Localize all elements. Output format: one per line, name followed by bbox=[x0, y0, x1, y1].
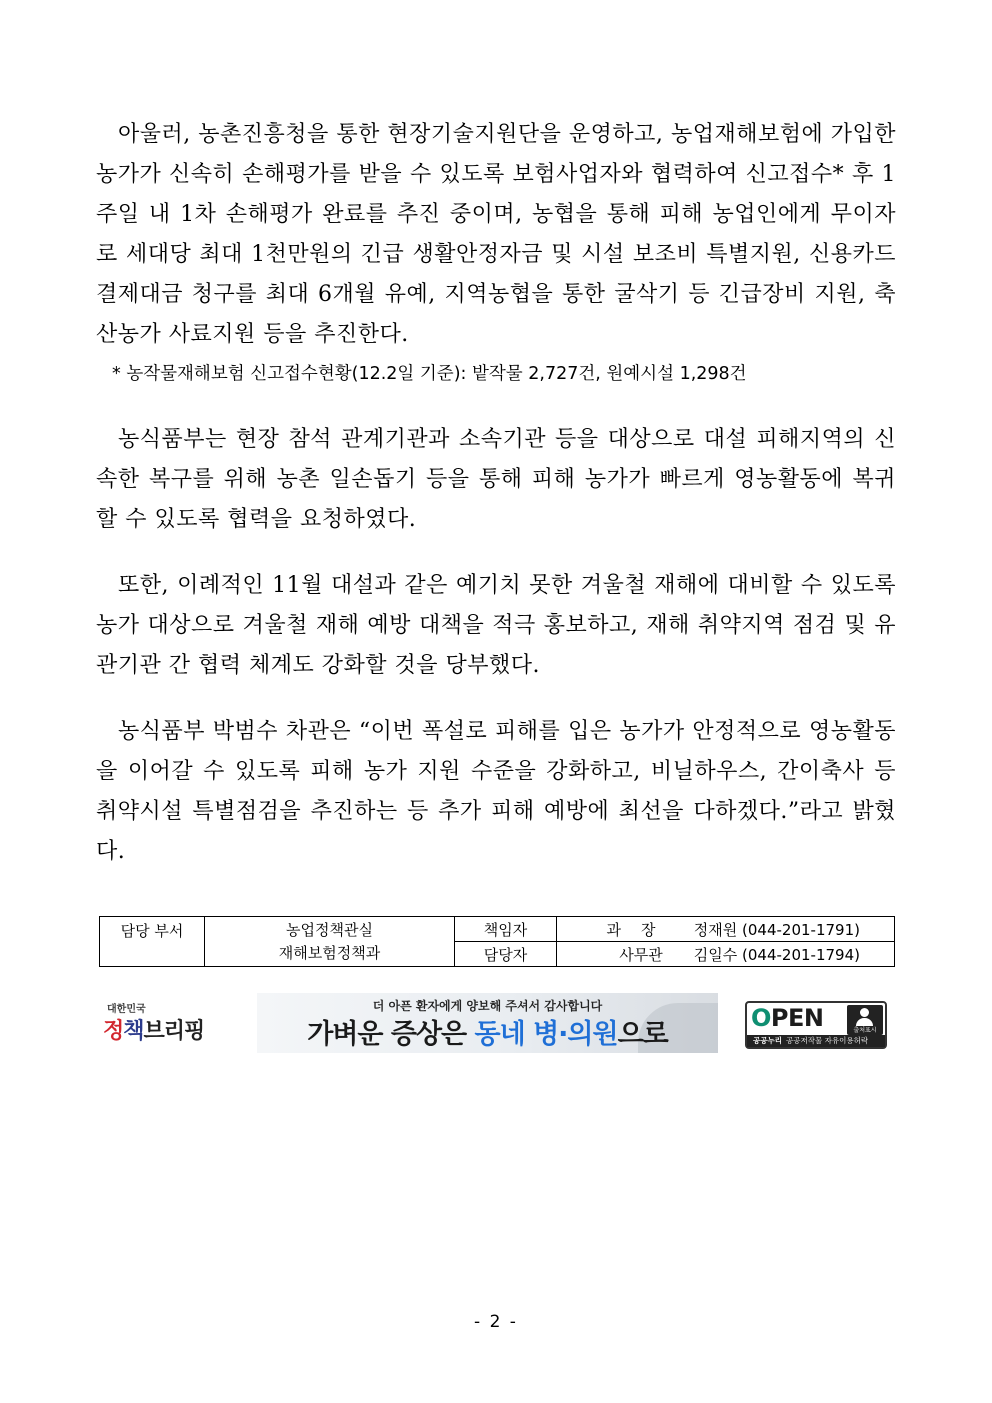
person-title: 사무관 bbox=[619, 945, 663, 964]
role-label: 담당자 bbox=[455, 942, 557, 967]
role-label: 책임자 bbox=[455, 917, 557, 942]
paragraph-cooperation-request: 농식품부는 현장 참석 관계기관과 소속기관 등을 대상으로 대설 피해지역의 신속한 복구를 위해 농촌 일손돕기 등을 통해 피해 농가가 빠르게 영농활동에 복귀할 수 있도록 협력을 요청하였다. bbox=[96, 427, 896, 532]
kogl-open-license-badge[interactable] bbox=[745, 1001, 887, 1049]
banner-subtitle: 더 아픈 환자에게 양보해 주셔서 감사합니다 bbox=[372, 999, 603, 1013]
contact-table bbox=[99, 916, 895, 967]
dept-name-line2: 재해보험정책과 bbox=[278, 944, 381, 962]
logo-title: 정책브리핑 bbox=[103, 1019, 205, 1044]
open-label: OPEN bbox=[751, 1004, 824, 1032]
contact-person bbox=[557, 942, 895, 967]
contact-row-manager bbox=[100, 917, 895, 942]
banner-headline: 가벼운 증상은 동네 병·의원으로 bbox=[307, 1019, 668, 1050]
license-strip: 공공누리 공공저작물 자유이용허락 bbox=[747, 1035, 885, 1047]
footer-banners bbox=[0, 992, 992, 1056]
dept-label: 담당 부서 bbox=[100, 917, 205, 967]
attribution-caption: 출처표시 bbox=[853, 1027, 877, 1034]
page-number: - 2 - bbox=[474, 1312, 518, 1332]
person-title: 과장 bbox=[606, 920, 676, 939]
clinic-campaign-banner[interactable] bbox=[257, 993, 718, 1053]
paragraph-support-measures: 아울러, 농촌진흥청을 통한 현장기술지원단을 운영하고, 농업재해보험에 가입한 농가가 신속히 손해평가를 받을 수 있도록 보험사업자와 협력하여 신고접수* 후 1주일 내 1차 손해평가 완료를 추진 중이며, 농협을 통해 피해 농업인에게 무이자로 세대당 최대 1천만원의 긴급 생활안정자금 및 시설 보조비 특별지원, 신용카드 결제대금 청구를 최대 6개월 유예, 지역농협을 통한 굴삭기 등 긴급장비 지원, 축산농가 사료지원 등을 추진한다. bbox=[96, 122, 896, 347]
dept-name bbox=[205, 917, 455, 967]
person-name-phone: 김일수 (044-201-1794) bbox=[693, 945, 860, 964]
policy-briefing-logo[interactable] bbox=[101, 1000, 221, 1048]
paragraph-vice-minister-quote: 농식품부 박범수 차관은 “이번 폭설로 피해를 입은 농가가 안정적으로 영농활동을 이어갈 수 있도록 피해 농가 지원 수준을 강화하고, 비닐하우스, 간이축사 등 취약시설 특별점검을 추진하는 등 추가 피해 예방에 최선을 다하겠다.”라고 밝혔다. bbox=[96, 719, 896, 864]
contact-person bbox=[557, 917, 895, 942]
paragraph-winter-disaster-prevention: 또한, 이례적인 11월 대설과 같은 예기치 못한 겨울철 재해에 대비할 수 있도록 농가 대상으로 겨울철 재해 예방 대책을 적극 홍보하고, 재해 취약지역 점검 및 유관기관 간 협력 체계도 강화할 것을 당부했다. bbox=[96, 573, 896, 678]
logo-subtitle: 대한민국 bbox=[107, 1004, 146, 1015]
person-name-phone: 정재원 (044-201-1791) bbox=[693, 920, 860, 939]
attribution-person-icon bbox=[847, 1005, 883, 1035]
footnote-claims-status: * 농작물재해보험 신고접수현황(12.2일 기준): 밭작물 2,727건, 원예시설 1,298건 bbox=[112, 364, 747, 384]
dept-name-line1: 농업정책관실 bbox=[286, 921, 373, 939]
